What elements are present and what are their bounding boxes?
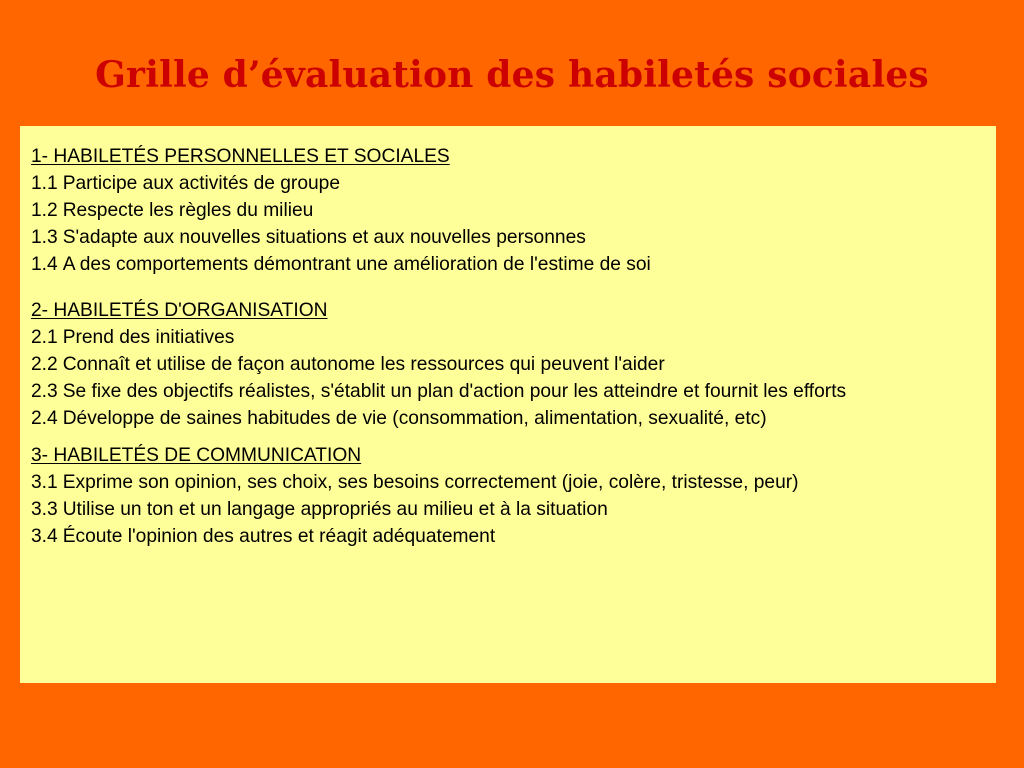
item-text: A des comportements démontrant une amélioration de l'estime de soi <box>62 254 651 275</box>
item-text: Connaît et utilise de façon autonome les ressources qui peuvent l'aider <box>62 354 665 375</box>
item-number: 3.1 <box>31 472 58 493</box>
item-number: 2.2 <box>31 354 58 375</box>
item-text: Utilise un ton et un langage appropriés au milieu et à la situation <box>62 499 608 520</box>
slide-title: Grille d’évaluation des habiletés sociales <box>95 54 929 96</box>
item-text: Participe aux activités de groupe <box>62 173 340 194</box>
item-text: Développe de saines habitudes de vie (consommation, alimentation, sexualité, etc) <box>62 408 767 429</box>
section-spacer <box>31 281 968 300</box>
item-number: 2.4 <box>31 408 58 429</box>
item-text: Exprime son opinion, ses choix, ses besoins correctement (joie, colère, tristesse, peur) <box>62 472 799 493</box>
list-item <box>31 254 968 275</box>
content-box <box>20 126 996 683</box>
item-number: 1.3 <box>31 227 58 248</box>
item-number: 3.4 <box>31 526 58 547</box>
item-number: 2.1 <box>31 327 58 348</box>
item-number: 1.2 <box>31 200 58 221</box>
section-organisation <box>31 300 968 429</box>
list-item <box>31 227 968 248</box>
list-item <box>31 408 968 429</box>
list-item <box>31 200 968 221</box>
section-communication <box>31 445 968 547</box>
list-item <box>31 327 968 348</box>
list-item <box>31 472 968 493</box>
section-heading: 3- HABILETÉS DE COMMUNICATION <box>31 445 362 466</box>
list-item <box>31 381 968 402</box>
item-text: S'adapte aux nouvelles situations et aux nouvelles personnes <box>62 227 586 248</box>
item-number: 2.3 <box>31 381 58 402</box>
list-item <box>31 499 968 520</box>
list-item <box>31 526 968 547</box>
item-number: 1.1 <box>31 173 58 194</box>
section-heading: 2- HABILETÉS D'ORGANISATION <box>31 300 328 321</box>
item-number: 1.4 <box>31 254 58 275</box>
list-item <box>31 354 968 375</box>
item-text: Prend des initiatives <box>62 327 235 348</box>
list-item <box>31 173 968 194</box>
item-text: Se fixe des objectifs réalistes, s'établit un plan d'action pour les atteindre et fournit les efforts <box>62 381 847 402</box>
section-spacer <box>31 435 968 445</box>
item-number: 3.3 <box>31 499 58 520</box>
item-text: Écoute l'opinion des autres et réagit adéquatement <box>62 526 496 547</box>
section-personal-social <box>31 146 968 275</box>
item-text: Respecte les règles du milieu <box>62 200 314 221</box>
section-heading: 1- HABILETÉS PERSONNELLES ET SOCIALES <box>31 146 450 167</box>
